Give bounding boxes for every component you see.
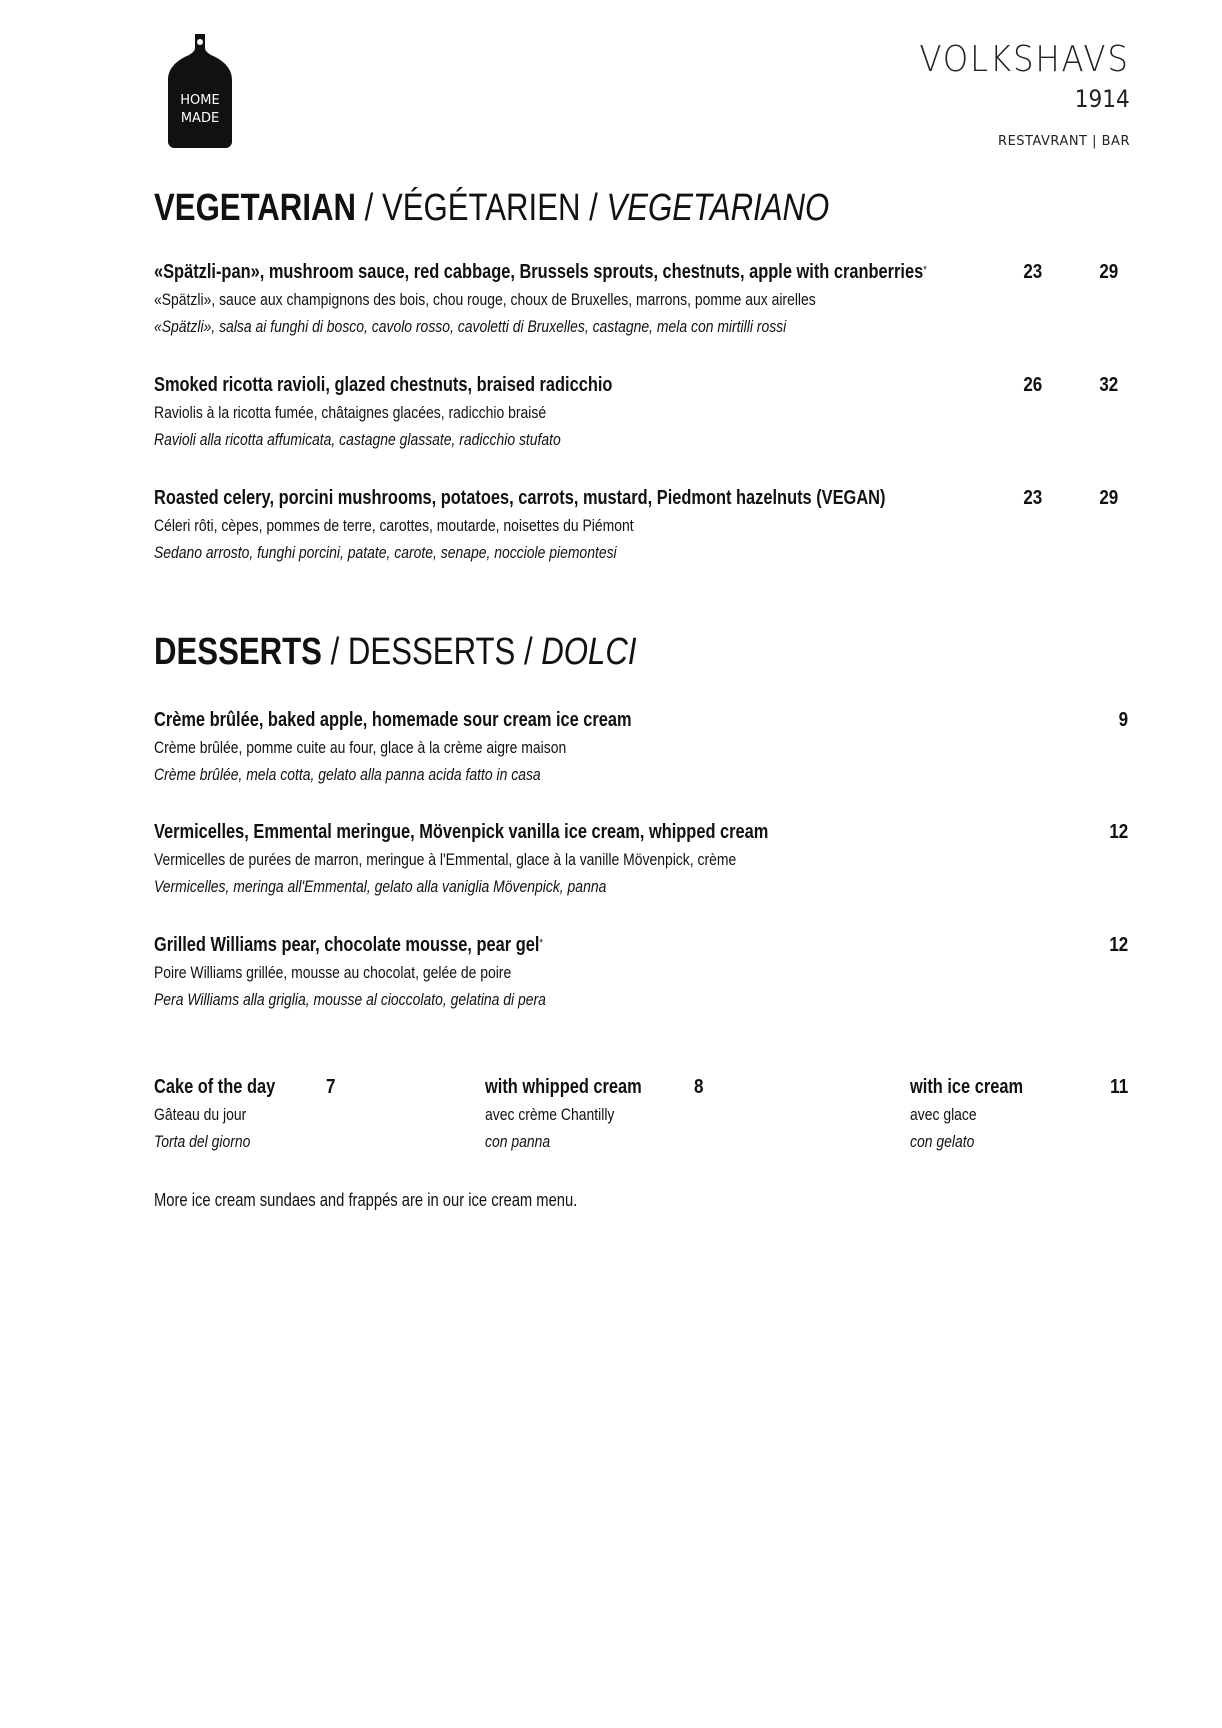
cake-name-fr: Gâteau du jour [154, 1105, 247, 1124]
cake-name-en: with whipped cream [485, 1076, 642, 1098]
price-large: 29 [1099, 261, 1118, 283]
item-name-fr: Raviolis à la ricotta fumée, châtaignes glacées, radicchio braisé [154, 403, 547, 422]
price: 9 [1118, 709, 1128, 731]
svg-text:HOME: HOME [180, 93, 220, 108]
item-name-en: Vermicelles, Emmental meringue, Mövenpick vanilla ice cream, whipped cream [154, 821, 769, 843]
item-name-it: Crème brûlée, mela cotta, gelato alla panna acida fatto in casa [154, 765, 541, 784]
brand-year: 1914 [1075, 85, 1130, 113]
item-name-fr: Poire Williams grillée, mousse au chocolat, gelée de poire [154, 963, 512, 982]
item-name-it: Sedano arrosto, funghi porcini, patate, carote, senape, nocciole piemontesi [154, 543, 617, 562]
item-name-it: Pera Williams alla griglia, mousse al cioccolato, gelatina di pera [154, 990, 546, 1009]
item-name-fr: Vermicelles de purées de marron, meringue à l'Emmental, glace à la vanille Mövenpick, crème [154, 850, 737, 869]
item-name-it: «Spätzli», salsa ai funghi di bosco, cavolo rosso, cavoletti di Bruxelles, castagne, mela con mirtilli rossi [154, 317, 787, 336]
price: 12 [1109, 821, 1128, 843]
price-large: 32 [1099, 374, 1118, 396]
cake-name-it: con panna [485, 1132, 551, 1151]
item-name-en: Crème brûlée, baked apple, homemade sour cream ice cream [154, 709, 632, 731]
brand-block [896, 40, 1130, 150]
item-name-it: Ravioli alla ricotta affumicata, castagne glassate, radicchio stufato [154, 430, 561, 449]
menu-item [154, 706, 1114, 788]
vegetarian-heading: VEGETARIAN / VÉGÉTARIEN / VEGETARIANO [154, 187, 830, 229]
ice-cream-menu-note: More ice cream sundaes and frappés are in our ice cream menu. [154, 1190, 578, 1210]
item-name-fr: Céleri rôti, cèpes, pommes de terre, carottes, moutarde, noisettes du Piémont [154, 516, 634, 535]
cake-price: 8 [694, 1076, 704, 1098]
cutting-board-icon [168, 34, 232, 148]
menu-item [154, 931, 1114, 1013]
item-name-it: Vermicelles, meringa all'Emmental, gelato alla vaniglia Mövenpick, panna [154, 877, 607, 896]
price: 12 [1109, 934, 1128, 956]
brand-name: VOLKSHAVS [919, 39, 1130, 80]
cake-name-it: Torta del giorno [154, 1132, 251, 1151]
cake-price: 11 [1110, 1076, 1128, 1098]
cake-name-fr: avec glace [910, 1105, 977, 1124]
item-name-en: Grilled Williams pear, chocolate mousse, pear gel* [154, 934, 543, 956]
brand-subtitle: RESTAVRANT | BAR [998, 134, 1130, 149]
item-name-fr: Crème brûlée, pomme cuite au four, glace à la crème aigre maison [154, 738, 567, 757]
cake-option [154, 1073, 454, 1155]
price-large: 29 [1099, 487, 1118, 509]
footnote-mark: * [539, 937, 543, 949]
item-name-fr: «Spätzli», sauce aux champignons des bois, chou rouge, choux de Bruxelles, marrons, pomme aux airelles [154, 290, 816, 309]
cake-option [485, 1073, 785, 1155]
cake-option [910, 1073, 1110, 1155]
item-name-en: Smoked ricotta ravioli, glazed chestnuts, braised radicchio [154, 374, 613, 396]
menu-item [154, 371, 1114, 453]
cake-name-en: Cake of the day [154, 1076, 276, 1098]
menu-item [154, 258, 1114, 340]
item-name-en: Roasted celery, porcini mushrooms, potatoes, carrots, mustard, Piedmont hazelnuts (VEGAN) [154, 487, 886, 509]
menu-item [154, 484, 1114, 566]
menu-item [154, 818, 1114, 900]
cake-price: 7 [326, 1076, 336, 1098]
price-small: 23 [1023, 261, 1042, 283]
footnote-mark: * [923, 264, 927, 276]
price-small: 23 [1023, 487, 1042, 509]
desserts-heading: DESSERTS / DESSERTS / DOLCI [154, 631, 637, 673]
cake-name-it: con gelato [910, 1132, 975, 1151]
cake-name-en: with ice cream [910, 1076, 1024, 1098]
svg-text:MADE: MADE [180, 111, 220, 126]
price-small: 26 [1023, 374, 1042, 396]
item-name-en: «Spätzli-pan», mushroom sauce, red cabbage, Brussels sprouts, chestnuts, apple with cranberries* [154, 261, 927, 283]
cake-name-fr: avec crème Chantilly [485, 1105, 615, 1124]
homemade-logo [168, 34, 232, 148]
